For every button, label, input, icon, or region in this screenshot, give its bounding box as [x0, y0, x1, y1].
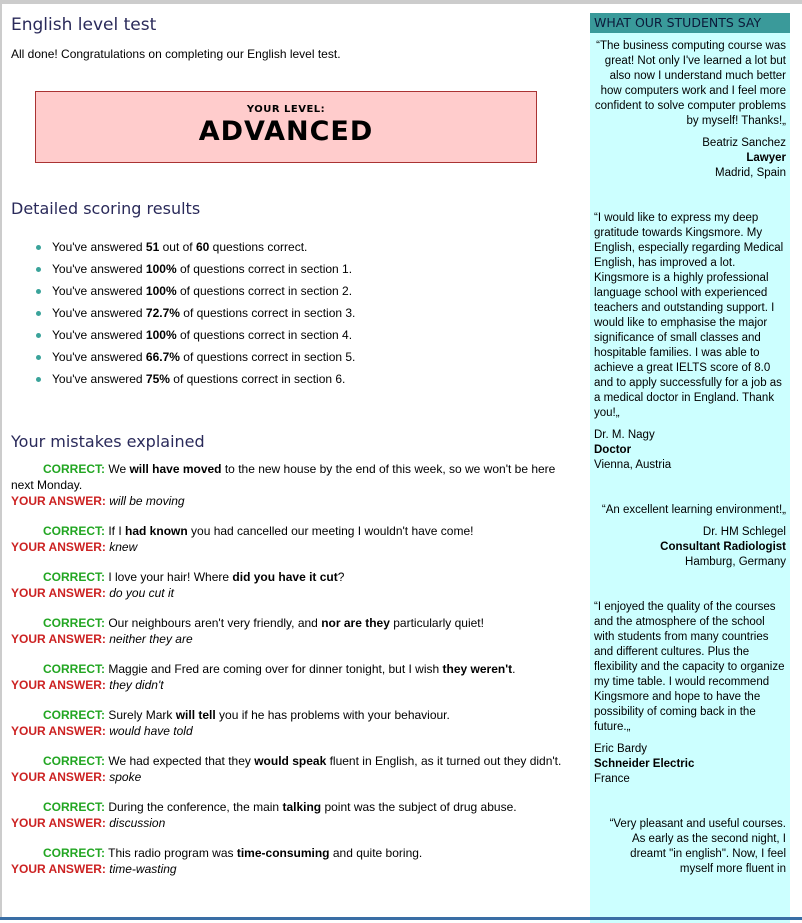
mistake-item: [11, 523, 576, 555]
scoring-section-title: Detailed scoring results: [11, 199, 201, 218]
correct-label: CORRECT:: [43, 800, 105, 814]
correct-sentence: [11, 661, 576, 677]
level-label: YOUR LEVEL:: [246, 104, 326, 115]
correct-label: CORRECT:: [43, 462, 105, 476]
your-answer-line: [11, 539, 576, 555]
your-answer-label: YOUR ANSWER:: [11, 540, 106, 554]
mistake-item: [11, 707, 576, 739]
bullet-icon: [36, 311, 41, 316]
correct-sentence: [11, 845, 576, 861]
score-item: [36, 368, 576, 390]
author-place: Vienna, Austria: [594, 459, 672, 471]
your-answer-line: [11, 769, 576, 785]
main-content: [11, 4, 576, 891]
author-name: Dr. HM Schlegel: [702, 526, 786, 538]
your-answer-text: they didn't: [109, 678, 164, 692]
author-role: Doctor: [594, 444, 632, 456]
score-suffix: of questions correct in section 6.: [169, 372, 346, 386]
testimonial: [590, 600, 790, 787]
sentence-before: I love your hair! Where: [108, 570, 233, 584]
testimonial-author: [594, 525, 786, 570]
score-prefix: You've answered: [52, 328, 146, 342]
your-answer-label: YOUR ANSWER:: [11, 862, 106, 876]
testimonials-title: WHAT OUR STUDENTS SAY: [590, 13, 790, 33]
author-role: Schneider Electric: [594, 758, 695, 770]
score-value: 51: [145, 240, 160, 254]
bullet-icon: [36, 245, 41, 250]
testimonial-quote: “An excellent learning environment!„: [601, 504, 786, 516]
sentence-after: .: [512, 662, 516, 676]
sentence-before: We: [108, 462, 130, 476]
sentence-after: point was the subject of drug abuse.: [321, 800, 517, 814]
your-answer-line: [11, 815, 576, 831]
page-title: English level test: [11, 15, 157, 35]
sentence-before: Maggie and Fred are coming over for dinner tonight, but I wish: [108, 662, 443, 676]
correct-sentence: [11, 799, 576, 815]
testimonial: [590, 39, 790, 181]
sentence-key-phrase: did you have it cut: [232, 570, 338, 584]
your-answer-text: spoke: [109, 770, 142, 784]
author-name: Dr. M. Nagy: [594, 429, 655, 441]
window-left-border: [0, 0, 2, 920]
author-place: Hamburg, Germany: [685, 556, 786, 568]
bullet-icon: [36, 267, 41, 272]
score-prefix: You've answered: [52, 284, 146, 298]
sentence-before: This radio program was: [108, 846, 237, 860]
your-answer-label: YOUR ANSWER:: [11, 632, 106, 646]
correct-sentence: [11, 523, 576, 539]
your-answer-line: [11, 631, 576, 647]
sentence-before: Surely Mark: [108, 708, 176, 722]
score-mid: out of: [159, 240, 196, 254]
testimonial-quote: “I enjoyed the quality of the courses and the atmosphere of the school with students from many countries and different cultures. Plus the flexibility and the capacity to organize my time table. I would recommend Kingsmore and hope to have the possibility of coming back in the future.„: [594, 601, 785, 733]
sentence-after: and quite boring.: [329, 846, 423, 860]
your-answer-text: would have told: [109, 724, 193, 738]
score-value: 100%: [145, 284, 177, 298]
sentence-before: During the conference, the main: [108, 800, 283, 814]
testimonials-list: [590, 39, 790, 877]
testimonials-sidebar: [590, 13, 790, 923]
score-suffix: of questions correct in section 1.: [176, 262, 353, 276]
score-item: [36, 302, 576, 324]
testimonial-quote: “The business computing course was great! Not only I've learned a lot but also now I understand much better how computers work and I feel more confident to solve computer problems by myself! Thanks!„: [594, 40, 786, 127]
your-answer-label: YOUR ANSWER:: [11, 494, 106, 508]
correct-sentence: [11, 753, 576, 769]
sentence-after: fluent in English, as it turned out they didn't.: [326, 754, 562, 768]
sentence-key-phrase: they weren't: [442, 662, 513, 676]
mistake-item: [11, 569, 576, 601]
mistake-item: [11, 799, 576, 831]
mistake-item: [11, 615, 576, 647]
author-role: Lawyer: [746, 152, 786, 164]
your-answer-line: [11, 585, 576, 601]
testimonial-author: [594, 428, 786, 473]
your-answer-label: YOUR ANSWER:: [11, 770, 106, 784]
correct-label: CORRECT:: [43, 524, 105, 538]
your-answer-text: time-wasting: [109, 862, 177, 876]
intro-text: All done! Congratulations on completing our English level test.: [11, 47, 341, 61]
testimonial-quote: “I would like to express my deep gratitude towards Kingsmore. My English, especially regarding Medical English, has improved a lot. Kingsmore is a highly professional language school with experienced teachers and outstanding support. I would like to emphasise the major significance of small classes and hospitable families. I was able to achieve a great IELTS score of 8.0 and to apply successfully for a job as a medical doctor in England. Thank you!„: [594, 212, 784, 419]
mistake-item: [11, 753, 576, 785]
testimonial: [590, 211, 790, 473]
your-answer-line: [11, 677, 576, 693]
correct-label: CORRECT:: [43, 754, 105, 768]
score-value: 75%: [145, 372, 170, 386]
your-answer-label: YOUR ANSWER:: [11, 724, 106, 738]
mistakes-list: [11, 461, 576, 877]
your-answer-text: will be moving: [109, 494, 185, 508]
score-suffix: of questions correct in section 4.: [176, 328, 353, 342]
your-answer-line: [11, 723, 576, 739]
score-total: 60: [195, 240, 210, 254]
sentence-before: Our neighbours aren't very friendly, and: [108, 616, 322, 630]
your-answer-label: YOUR ANSWER:: [11, 586, 106, 600]
score-value: 100%: [145, 262, 177, 276]
sentence-key-phrase: nor are they: [321, 616, 390, 630]
correct-label: CORRECT:: [43, 708, 105, 722]
mistake-item: [11, 661, 576, 693]
correct-label: CORRECT:: [43, 616, 105, 630]
correct-label: CORRECT:: [43, 570, 105, 584]
score-item: [36, 324, 576, 346]
your-answer-line: [11, 861, 576, 877]
author-name: Eric Bardy: [594, 743, 648, 755]
bullet-icon: [36, 333, 41, 338]
score-value: 72.7%: [145, 306, 180, 320]
score-prefix: You've answered: [52, 350, 146, 364]
level-result-box: [35, 91, 537, 163]
score-value: 100%: [145, 328, 177, 342]
score-item: [36, 280, 576, 302]
mistakes-section-title: Your mistakes explained: [11, 432, 205, 451]
your-answer-text: neither they are: [109, 632, 193, 646]
testimonial: [590, 817, 790, 877]
sentence-after: ?: [337, 570, 345, 584]
sentence-key-phrase: had known: [125, 524, 188, 538]
sentence-after: to the new house by the end of this week, so we won't be here next Monday.: [11, 462, 556, 492]
correct-sentence: [11, 707, 576, 723]
sentence-before: We had expected that they: [108, 754, 255, 768]
author-role: Consultant Radiologist: [660, 541, 786, 553]
bullet-icon: [36, 289, 41, 294]
scoring-list: [11, 236, 576, 390]
your-answer-text: discussion: [109, 816, 166, 830]
score-suffix: of questions correct in section 3.: [179, 306, 356, 320]
score-value: 66.7%: [145, 350, 180, 364]
sentence-after: you if he has problems with your behaviour.: [215, 708, 450, 722]
correct-sentence: [11, 615, 576, 631]
sentence-key-phrase: will tell: [175, 708, 216, 722]
sentence-key-phrase: would speak: [254, 754, 327, 768]
sentence-after: particularly quiet!: [389, 616, 484, 630]
your-answer-label: YOUR ANSWER:: [11, 678, 106, 692]
your-answer-line: [11, 493, 576, 509]
score-prefix: You've answered: [52, 262, 146, 276]
score-suffix: of questions correct in section 5.: [179, 350, 356, 364]
your-answer-label: YOUR ANSWER:: [11, 816, 106, 830]
level-value: ADVANCED: [198, 116, 374, 147]
sentence-key-phrase: time-consuming: [236, 846, 330, 860]
correct-sentence: [11, 461, 576, 493]
score-item: [36, 258, 576, 280]
sentence-before: If I: [108, 524, 126, 538]
your-answer-text: do you cut it: [109, 586, 174, 600]
score-prefix: You've answered: [52, 306, 146, 320]
sentence-after: you had cancelled our meeting I wouldn't have come!: [187, 524, 474, 538]
bullet-icon: [36, 377, 41, 382]
correct-label: CORRECT:: [43, 662, 105, 676]
author-place: France: [594, 773, 630, 785]
testimonial-quote: “Very pleasant and useful courses. As early as the second night, I dreamt "in english". Now, I feel myself more fluent in: [609, 818, 786, 875]
mistake-item: [11, 845, 576, 877]
author-place: Madrid, Spain: [715, 167, 786, 179]
sentence-key-phrase: talking: [282, 800, 322, 814]
mistake-item: [11, 461, 576, 509]
score-item: [36, 346, 576, 368]
score-suffix: questions correct.: [209, 240, 308, 254]
sentence-key-phrase: will have moved: [129, 462, 222, 476]
your-answer-text: knew: [109, 540, 138, 554]
testimonial-author: [594, 136, 786, 181]
testimonial: [590, 503, 790, 570]
score-item: [36, 236, 576, 258]
score-suffix: of questions correct in section 2.: [176, 284, 353, 298]
author-name: Beatriz Sanchez: [702, 137, 786, 149]
score-prefix: You've answered: [52, 372, 146, 386]
bullet-icon: [36, 355, 41, 360]
score-prefix: You've answered: [52, 240, 146, 254]
testimonial-author: [594, 742, 786, 787]
correct-sentence: [11, 569, 576, 585]
correct-label: CORRECT:: [43, 846, 105, 860]
